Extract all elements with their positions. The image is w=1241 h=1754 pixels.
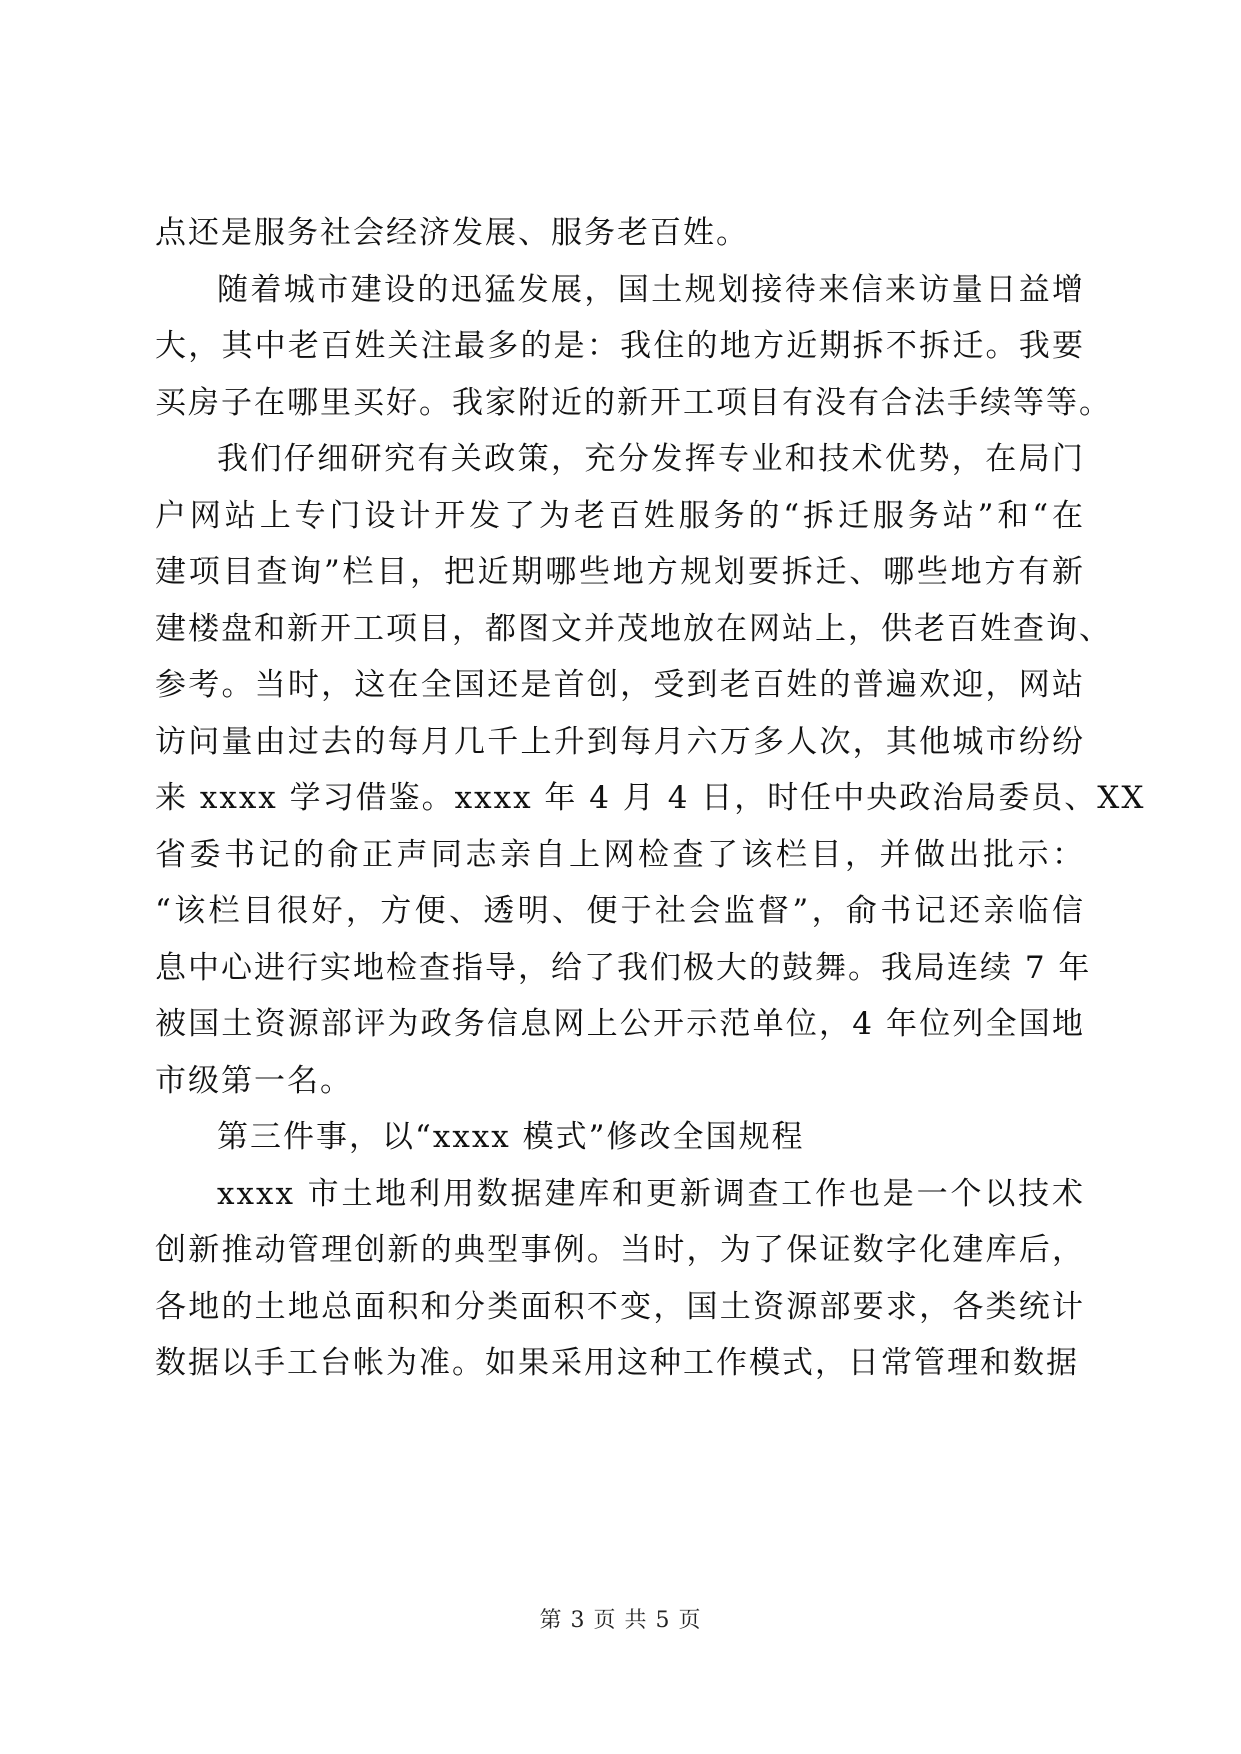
paragraph: [155, 431, 1146, 1109]
text-line: 各地的土地总面积和分类面积不变，国土资源部要求，各类统计: [155, 1288, 1085, 1325]
text-line: 来 xxxx 学习借鉴。xxxx 年 4 月 4 日，时任中央政治局委员、XX: [155, 780, 1146, 816]
text-line: 第三件事，以“xxxx 模式”修改全国规程: [217, 1119, 805, 1155]
page-footer: 第 3 页 共 5 页: [539, 1608, 702, 1633]
text-line: 买房子在哪里买好。我家附近的新开工项目有没有合法手续等等。: [155, 384, 1112, 421]
paragraph: [155, 1109, 1085, 1166]
paragraph: [155, 205, 1085, 262]
text-line: “该栏目很好，方便、透明、便于社会监督”，俞书记还亲临信: [155, 893, 1085, 929]
text-line: 参考。当时，这在全国还是首创，受到老百姓的普遍欢迎，网站: [155, 667, 1085, 703]
text-line: 户网站上专门设计开发了为老百姓服务的“拆迁服务站”和“在: [155, 497, 1085, 534]
text-line: 创新推动管理创新的典型事例。当时，为了保证数字化建库后，: [155, 1232, 1085, 1268]
document-body: [155, 205, 1146, 1392]
paragraph: [155, 1166, 1085, 1392]
text-line: 点还是服务社会经济发展、服务老百姓。: [155, 215, 749, 251]
text-line: 我们仔细研究有关政策，充分发挥专业和技术优势，在局门: [217, 441, 1085, 477]
text-line: 省委书记的俞正声同志亲自上网检查了该栏目，并做出批示：: [155, 836, 1085, 873]
text-line: 被国土资源部评为政务信息网上公开示范单位，4 年位列全国地: [155, 1006, 1085, 1042]
text-line: 息中心进行实地检查指导，给了我们极大的鼓舞。我局连续 7 年: [155, 949, 1092, 986]
text-line: 建项目查询”栏目，把近期哪些地方规划要拆迁、哪些地方有新: [155, 554, 1085, 590]
text-line: 随着城市建设的迅猛发展，国土规划接待来信来访量日益增: [217, 271, 1085, 308]
text-line: 数据以手工台帐为准。如果采用这种工作模式，日常管理和数据: [155, 1345, 1079, 1381]
paragraph: [155, 262, 1112, 432]
text-line: 建楼盘和新开工项目，都图文并茂地放在网站上，供老百姓查询、: [155, 610, 1112, 647]
text-line: 市级第一名。: [155, 1062, 353, 1099]
text-line: 访问量由过去的每月几千上升到每月六万多人次，其他城市纷纷: [155, 723, 1085, 760]
text-line: xxxx 市土地利用数据建库和更新调查工作也是一个以技术: [217, 1175, 1085, 1212]
text-line: 大，其中老百姓关注最多的是：我住的地方近期拆不拆迁。我要: [155, 328, 1085, 364]
